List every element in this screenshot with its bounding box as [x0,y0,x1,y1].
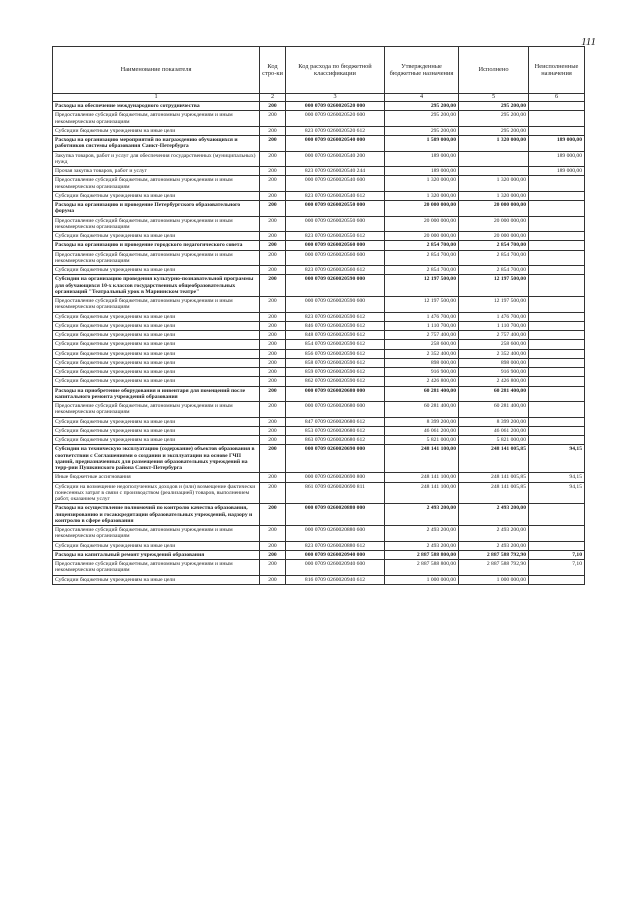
row-expense-code-cell: 000 0709 0260020940 600 [286,560,385,576]
row-approved-cell: 898 000,00 [385,358,459,367]
row-line-code-cell: 200 [260,111,286,127]
row-executed-cell: 2 493 200,00 [459,504,529,526]
row-unexecuted-cell [529,232,585,241]
row-approved-cell: 189 000,00 [385,167,459,176]
row-executed-cell [459,167,529,176]
row-line-code-cell: 200 [260,402,286,418]
row-expense-code-cell: 862 0709 0260020590 612 [286,377,385,386]
row-executed-cell: 12 197 500,00 [459,275,529,297]
row-executed-cell: 1 000 000,00 [459,575,529,584]
row-name-cell: Субсидии бюджетным учреждениям на иные цели [53,377,260,386]
table-row [53,504,585,526]
table-row [53,102,585,111]
row-approved-cell: 2 493 200,00 [385,541,459,550]
table-row [53,111,585,127]
row-executed-cell: 46 061 200,00 [459,426,529,435]
row-executed-cell: 60 281 400,00 [459,402,529,418]
header-executed: Исполнено [459,47,529,94]
row-unexecuted-cell: 94,15 [529,482,585,504]
row-expense-code-cell: 000 0709 0260020560 600 [286,250,385,266]
row-line-code-cell: 200 [260,541,286,550]
row-executed-cell: 20 000 000,00 [459,216,529,232]
row-line-code-cell: 200 [260,550,286,559]
table-row [53,266,585,275]
row-approved-cell: 248 141 100,00 [385,445,459,473]
row-line-code-cell: 200 [260,312,286,321]
row-name-cell: Расходы на приобретение оборудования и инвентаря для помещений после капитального ремонта учреждений образования [53,386,260,402]
row-expense-code-cell: 000 0709 0260020590 600 [286,297,385,313]
row-unexecuted-cell: 94,15 [529,445,585,473]
row-approved-cell: 295 200,00 [385,111,459,127]
row-approved-cell: 258 600,00 [385,340,459,349]
table-row [53,575,585,584]
row-line-code-cell: 200 [260,241,286,250]
row-line-code-cell: 200 [260,191,286,200]
table-row [53,232,585,241]
column-number: 5 [459,94,529,102]
row-name-cell: Субсидии бюджетным учреждениям на иные цели [53,331,260,340]
row-line-code-cell: 200 [260,275,286,297]
row-executed-cell: 1 320 000,00 [459,191,529,200]
header-approved: Утвержденные бюджетные назначения [385,47,459,94]
row-unexecuted-cell [529,216,585,232]
row-executed-cell: 1 320 000,00 [459,136,529,152]
row-executed-cell: 2 426 800,00 [459,377,529,386]
row-executed-cell: 1 476 700,00 [459,312,529,321]
table-row [53,331,585,340]
row-expense-code-cell: 000 0709 0260020540 200 [286,151,385,167]
table-row [53,445,585,473]
row-approved-cell: 2 887 588 800,00 [385,560,459,576]
column-number: 1 [53,94,260,102]
row-expense-code-cell: 863 0709 0260020680 612 [286,436,385,445]
row-unexecuted-cell: 7,10 [529,560,585,576]
row-unexecuted-cell: 189 000,00 [529,136,585,152]
row-line-code-cell: 200 [260,297,286,313]
row-unexecuted-cell [529,321,585,330]
row-approved-cell: 20 000 000,00 [385,201,459,217]
row-line-code-cell: 200 [260,232,286,241]
row-name-cell: Субсидии бюджетным учреждениям на иные цели [53,541,260,550]
row-line-code-cell: 200 [260,349,286,358]
row-approved-cell: 2 352 400,00 [385,349,459,358]
table-row [53,417,585,426]
row-unexecuted-cell [529,340,585,349]
row-executed-cell: 5 821 000,00 [459,436,529,445]
row-executed-cell: 12 197 500,00 [459,297,529,313]
row-unexecuted-cell [529,575,585,584]
row-name-cell: Субсидии бюджетным учреждениям на иные цели [53,126,260,135]
row-unexecuted-cell [529,426,585,435]
row-line-code-cell: 200 [260,386,286,402]
row-approved-cell: 1 000 000,00 [385,575,459,584]
table-row [53,482,585,504]
row-line-code-cell: 200 [260,368,286,377]
row-unexecuted-cell [529,102,585,111]
row-name-cell: Предоставление субсидий бюджетным, автономным учреждениям и иным некоммерческим организациям [53,111,260,127]
row-expense-code-cell: 000 0709 0260020550 600 [286,216,385,232]
row-executed-cell: 1 320 000,00 [459,176,529,192]
row-expense-code-cell: 823 0709 0260020880 612 [286,541,385,550]
row-unexecuted-cell [529,111,585,127]
row-name-cell: Субсидии бюджетным учреждениям на иные цели [53,417,260,426]
row-approved-cell: 5 821 000,00 [385,436,459,445]
row-name-cell: Предоставление субсидий бюджетным, автономным учреждениям и иным некоммерческим организациям [53,526,260,542]
row-unexecuted-cell [529,541,585,550]
row-executed-cell: 60 281 400,00 [459,386,529,402]
row-approved-cell: 1 509 000,00 [385,136,459,152]
row-expense-code-cell: 000 0709 0260020540 000 [286,136,385,152]
table-row [53,368,585,377]
page-number: 111 [581,36,596,48]
row-name-cell: Закупка товаров, работ и услуг для обеспечения государственных (муниципальных) нужд [53,151,260,167]
row-line-code-cell: 200 [260,102,286,111]
row-expense-code-cell: 823 0709 0260020540 244 [286,167,385,176]
row-executed-cell: 20 000 000,00 [459,232,529,241]
table-row [53,340,585,349]
header-unexecuted: Неисполненные назначения [529,47,585,94]
row-approved-cell: 20 000 000,00 [385,232,459,241]
row-unexecuted-cell [529,275,585,297]
row-line-code-cell: 200 [260,250,286,266]
row-line-code-cell: 200 [260,482,286,504]
row-unexecuted-cell [529,191,585,200]
row-line-code-cell: 200 [260,445,286,473]
row-line-code-cell: 200 [260,176,286,192]
row-approved-cell: 2 426 800,00 [385,377,459,386]
row-name-cell: Субсидии на организацию проведения культурно-познавательной программы для обучающихся 10-х классов государственных общеобразовательных организаций "Театральный урок в Мариинском театре" [53,275,260,297]
row-name-cell: Расходы на обеспечение международного сотрудничества [53,102,260,111]
row-expense-code-cell: 847 0709 0260020680 612 [286,417,385,426]
row-unexecuted-cell [529,126,585,135]
table-row [53,216,585,232]
row-name-cell: Субсидии на возмещение недополученных доходов и (или) возмещение фактически понесенных затрат в связи с производством (реализацией) товаров, выполнением работ, оказанием услуг [53,482,260,504]
row-line-code-cell: 200 [260,526,286,542]
table-row [53,377,585,386]
row-line-code-cell: 200 [260,151,286,167]
row-approved-cell: 248 141 100,00 [385,482,459,504]
table-row [53,426,585,435]
table-row [53,436,585,445]
row-expense-code-cell: 854 0709 0260020590 612 [286,340,385,349]
row-executed-cell: 2 352 400,00 [459,349,529,358]
row-name-cell: Субсидии бюджетным учреждениям на иные цели [53,321,260,330]
row-expense-code-cell: 823 0709 0260020590 612 [286,312,385,321]
row-unexecuted-cell [529,504,585,526]
row-unexecuted-cell [529,176,585,192]
row-expense-code-cell: 846 0709 0260020590 612 [286,321,385,330]
table-body [53,102,585,585]
row-approved-cell: 12 197 500,00 [385,275,459,297]
row-line-code-cell: 200 [260,377,286,386]
row-line-code-cell: 200 [260,426,286,435]
row-line-code-cell: 200 [260,340,286,349]
table-row [53,176,585,192]
row-name-cell: Субсидии бюджетным учреждениям на иные цели [53,340,260,349]
row-unexecuted-cell: 7,10 [529,550,585,559]
table-row [53,312,585,321]
table-row [53,241,585,250]
column-number: 3 [286,94,385,102]
row-line-code-cell: 200 [260,321,286,330]
row-expense-code-cell: 000 0709 0260020880 000 [286,504,385,526]
row-line-code-cell: 200 [260,473,286,482]
header-expense-code: Код расхода по бюджетной классификации [286,47,385,94]
row-expense-code-cell: 000 0709 0260020560 000 [286,241,385,250]
row-name-cell: Расходы на организацию мероприятий по награждению обучающихся и работников системы образования Санкт-Петербурга [53,136,260,152]
row-unexecuted-cell [529,402,585,418]
table-row [53,402,585,418]
table-row [53,297,585,313]
row-executed-cell: 295 200,00 [459,126,529,135]
table-row [53,250,585,266]
column-number: 2 [260,94,286,102]
row-approved-cell: 916 900,00 [385,368,459,377]
row-executed-cell: 2 493 200,00 [459,526,529,542]
row-executed-cell: 248 141 005,85 [459,473,529,482]
row-name-cell: Расходы на капитальный ремонт учреждений образования [53,550,260,559]
row-approved-cell: 2 854 700,00 [385,266,459,275]
row-unexecuted-cell [529,241,585,250]
row-name-cell: Расходы на организацию и проведение городского педагогического совета [53,241,260,250]
table-row [53,541,585,550]
row-line-code-cell: 200 [260,216,286,232]
row-unexecuted-cell [529,312,585,321]
row-name-cell: Прочая закупка товаров, работ и услуг [53,167,260,176]
row-unexecuted-cell [529,526,585,542]
row-unexecuted-cell [529,331,585,340]
header-name: Наименование показателя [53,47,260,94]
row-expense-code-cell: 000 0709 0260020690 800 [286,473,385,482]
column-number: 4 [385,94,459,102]
row-executed-cell: 248 141 005,85 [459,445,529,473]
table-row [53,126,585,135]
row-approved-cell: 189 000,00 [385,151,459,167]
row-expense-code-cell: 000 0709 0260020520 600 [286,111,385,127]
row-approved-cell: 2 757 400,00 [385,331,459,340]
row-expense-code-cell: 861 0709 0260020690 811 [286,482,385,504]
row-name-cell: Субсидии бюджетным учреждениям на иные цели [53,358,260,367]
row-name-cell: Субсидии бюджетным учреждениям на иные цели [53,232,260,241]
row-line-code-cell: 200 [260,126,286,135]
table-row [53,151,585,167]
row-approved-cell: 20 000 000,00 [385,216,459,232]
table-row [53,167,585,176]
row-expense-code-cell: 000 0709 0260020940 000 [286,550,385,559]
row-name-cell: Предоставление субсидий бюджетным, автономным учреждениям и иным некоммерческим организациям [53,176,260,192]
table-row [53,275,585,297]
row-expense-code-cell: 816 0709 0260020940 612 [286,575,385,584]
row-executed-cell: 2 757 400,00 [459,331,529,340]
row-unexecuted-cell [529,250,585,266]
row-expense-code-cell: 823 0709 0260020540 612 [286,191,385,200]
row-expense-code-cell: 000 0709 0260020540 600 [286,176,385,192]
row-executed-cell: 8 399 200,00 [459,417,529,426]
row-expense-code-cell: 000 0709 0260020680 000 [286,386,385,402]
row-executed-cell: 2 887 588 792,90 [459,560,529,576]
table-row [53,349,585,358]
row-approved-cell: 60 281 400,00 [385,386,459,402]
row-executed-cell: 258 600,00 [459,340,529,349]
row-line-code-cell: 200 [260,417,286,426]
row-executed-cell: 2 854 700,00 [459,250,529,266]
row-name-cell: Предоставление субсидий бюджетным, автономным учреждениям и иным некоммерческим организациям [53,250,260,266]
row-name-cell: Субсидии бюджетным учреждениям на иные цели [53,426,260,435]
row-name-cell: Расходы на осуществление полномочий по контролю качества образования, лицензированию и госаккредитации образовательных учреждений, надзору и контролю в сфере образования [53,504,260,526]
row-approved-cell: 8 399 200,00 [385,417,459,426]
row-executed-cell: 248 141 005,85 [459,482,529,504]
column-number-row [53,94,585,102]
row-name-cell: Субсидии на техническую эксплуатацию (содержание) объектов образования в соответствии с Соглашениями о создании и эксплуатации на основе ГЧП зданий, предназначенных для размещения образовательных учреждений на терр-рии Пушкинского района Санкт-Петербурга [53,445,260,473]
row-expense-code-cell: 858 0709 0260020590 612 [286,358,385,367]
row-executed-cell: 20 000 000,00 [459,201,529,217]
table-row [53,136,585,152]
row-unexecuted-cell: 94,15 [529,473,585,482]
row-line-code-cell: 200 [260,358,286,367]
row-expense-code-cell: 000 0709 0260020520 000 [286,102,385,111]
row-unexecuted-cell [529,436,585,445]
row-unexecuted-cell [529,349,585,358]
column-number: 6 [529,94,585,102]
table-row [53,550,585,559]
row-name-cell: Субсидии бюджетным учреждениям на иные цели [53,349,260,358]
row-executed-cell: 916 900,00 [459,368,529,377]
row-line-code-cell: 200 [260,560,286,576]
row-line-code-cell: 200 [260,201,286,217]
table-row [53,473,585,482]
row-approved-cell: 1 320 000,00 [385,191,459,200]
row-name-cell: Иные бюджетные ассигнования [53,473,260,482]
row-name-cell: Предоставление субсидий бюджетным, автономным учреждениям и иным некоммерческим организациям [53,402,260,418]
row-expense-code-cell: 000 0709 0260020590 000 [286,275,385,297]
row-line-code-cell: 200 [260,331,286,340]
row-name-cell: Предоставление субсидий бюджетным, автономным учреждениям и иным некоммерческим организациям [53,297,260,313]
row-line-code-cell: 200 [260,504,286,526]
row-approved-cell: 12 197 500,00 [385,297,459,313]
row-approved-cell: 295 200,00 [385,126,459,135]
row-line-code-cell: 200 [260,436,286,445]
row-approved-cell: 1 110 700,00 [385,321,459,330]
table-row [53,386,585,402]
row-expense-code-cell: 853 0709 0260020680 612 [286,426,385,435]
row-executed-cell: 2 887 588 792,90 [459,550,529,559]
row-unexecuted-cell: 189 000,00 [529,151,585,167]
row-name-cell: Предоставление субсидий бюджетным, автономным учреждениям и иным некоммерческим организациям [53,560,260,576]
budget-execution-table [52,46,585,585]
row-line-code-cell: 200 [260,575,286,584]
row-unexecuted-cell [529,297,585,313]
row-line-code-cell: 200 [260,266,286,275]
row-executed-cell: 2 493 200,00 [459,541,529,550]
table-row [53,560,585,576]
row-name-cell: Предоставление субсидий бюджетным, автономным учреждениям и иным некоммерческим организациям [53,216,260,232]
row-name-cell: Субсидии бюджетным учреждениям на иные цели [53,266,260,275]
row-expense-code-cell: 823 0709 0260020520 612 [286,126,385,135]
row-approved-cell: 2 493 200,00 [385,526,459,542]
row-approved-cell: 1 476 700,00 [385,312,459,321]
row-name-cell: Субсидии бюджетным учреждениям на иные цели [53,191,260,200]
row-name-cell: Субсидии бюджетным учреждениям на иные цели [53,575,260,584]
row-unexecuted-cell [529,417,585,426]
row-executed-cell [459,151,529,167]
table-row [53,526,585,542]
row-name-cell: Субсидии бюджетным учреждениям на иные цели [53,368,260,377]
row-approved-cell: 2 493 200,00 [385,504,459,526]
row-expense-code-cell: 856 0709 0260020590 612 [286,349,385,358]
row-expense-code-cell: 000 0709 0260020550 000 [286,201,385,217]
row-executed-cell: 2 854 700,00 [459,266,529,275]
row-name-cell: Субсидии бюджетным учреждениям на иные цели [53,312,260,321]
row-approved-cell: 1 320 000,00 [385,176,459,192]
row-approved-cell: 46 061 200,00 [385,426,459,435]
header-row [53,47,585,94]
row-expense-code-cell: 859 0709 0260020590 612 [286,368,385,377]
table-row [53,358,585,367]
row-name-cell: Субсидии бюджетным учреждениям на иные цели [53,436,260,445]
row-unexecuted-cell [529,368,585,377]
row-line-code-cell: 200 [260,136,286,152]
row-line-code-cell: 200 [260,167,286,176]
row-name-cell: Расходы на организацию и проведение Петербургского образовательного форума [53,201,260,217]
row-unexecuted-cell [529,377,585,386]
row-expense-code-cell: 823 0709 0260020550 612 [286,232,385,241]
row-executed-cell: 2 854 700,00 [459,241,529,250]
row-approved-cell: 60 281 400,00 [385,402,459,418]
row-approved-cell: 248 141 100,00 [385,473,459,482]
row-unexecuted-cell [529,266,585,275]
row-expense-code-cell: 000 0709 0260020690 000 [286,445,385,473]
row-executed-cell: 1 110 700,00 [459,321,529,330]
row-unexecuted-cell: 189 000,00 [529,167,585,176]
row-expense-code-cell: 848 0709 0260020590 612 [286,331,385,340]
row-expense-code-cell: 000 0709 0260020880 600 [286,526,385,542]
table-row [53,321,585,330]
row-executed-cell: 295 200,00 [459,102,529,111]
row-approved-cell: 2 854 700,00 [385,241,459,250]
row-approved-cell: 295 200,00 [385,102,459,111]
row-unexecuted-cell [529,386,585,402]
row-approved-cell: 2 887 588 800,00 [385,550,459,559]
row-expense-code-cell: 823 0709 0260020560 612 [286,266,385,275]
table-row [53,201,585,217]
header-line-code: Код стро-ки [260,47,286,94]
row-executed-cell: 898 000,00 [459,358,529,367]
row-unexecuted-cell [529,358,585,367]
row-expense-code-cell: 000 0709 0260020680 600 [286,402,385,418]
row-unexecuted-cell [529,201,585,217]
table-row [53,191,585,200]
row-approved-cell: 2 854 700,00 [385,250,459,266]
row-executed-cell: 295 200,00 [459,111,529,127]
